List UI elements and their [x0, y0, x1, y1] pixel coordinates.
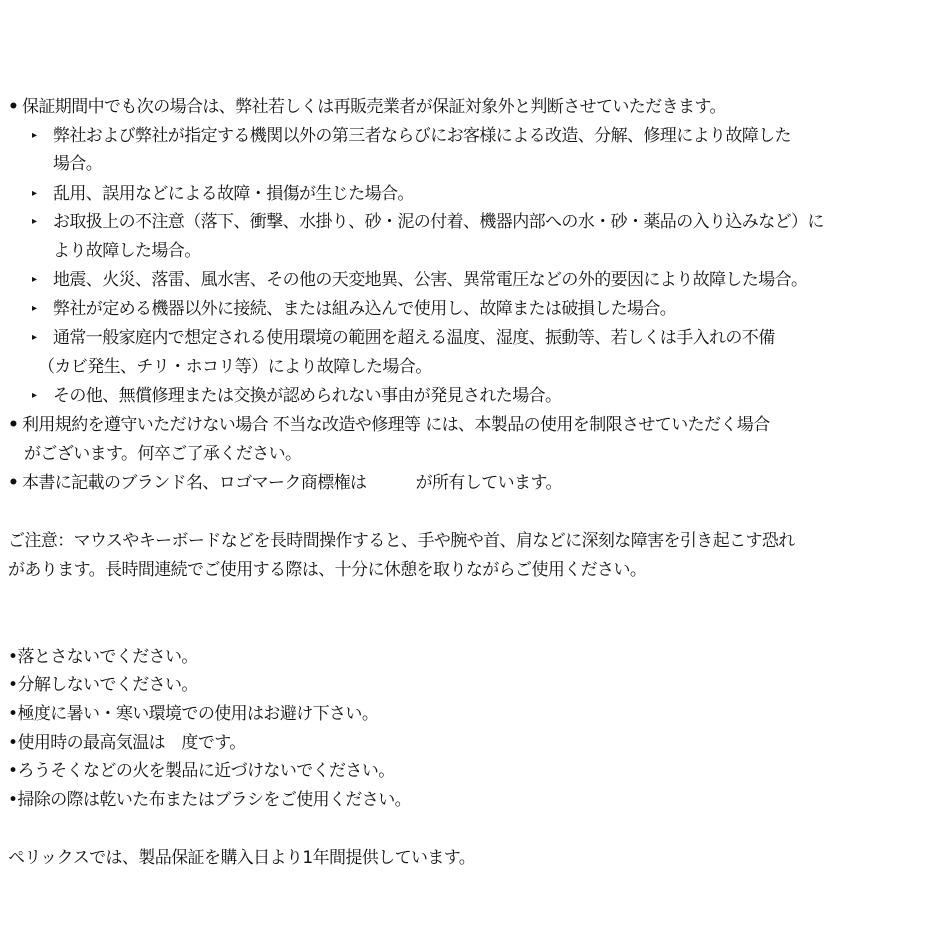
trademark-notice: • 本書に記載のブランド名、ロゴマーク商標権は が所有しています。 [8, 473, 562, 493]
triangle-bullet-icon: ▸ [32, 130, 38, 141]
handling-item: •ろうそくなどの火を製品に近づけないでください。 [8, 761, 395, 781]
handling-item: •極度に暑い・寒い環境での使用はお避け下さい。 [8, 704, 379, 724]
exclusion-item: 弊社が定める機器以外に接続、または組み込んで使用し、故障または破損した場合。 [53, 299, 677, 319]
caution-notice: ご注意：マウスやキーボードなどを長時間操作すると、手や腕や首、肩などに深刻な障害を引き起こす恐れ [8, 531, 795, 551]
caution-notice-continued: があります。長時間連続でご使用する際は、十分に休憩を取りながらご使用ください。 [8, 560, 647, 580]
exclusion-item: 乱用、誤用などによる故障・損傷が生じた場合。 [53, 184, 414, 204]
exclusion-item-continued: より故障した場合。 [53, 241, 201, 261]
terms-notice: • 利用規約を遵守いただけない場合 不当な改造や修理等 には、本製品の使用を制限させていただく場合 [8, 415, 770, 435]
bullet-icon: • [8, 647, 18, 667]
handling-item: •使用時の最高気温は 度です。 [8, 733, 246, 753]
handling-item: •分解しないでください。 [8, 675, 198, 695]
exclusion-item: 通常一般家庭内で想定される使用環境の範囲を超える温度、湿度、振動等、若しくは手入れの不備 [53, 328, 775, 348]
triangle-bullet-icon: ▸ [32, 303, 38, 314]
triangle-bullet-icon: ▸ [32, 390, 38, 401]
terms-notice-continued: がございます。何卒ご了承ください。 [24, 444, 302, 464]
triangle-bullet-icon: ▸ [32, 216, 38, 227]
exclusion-item-continued: （カビ発生、チリ・ホコリ等）により故障した場合。 [38, 357, 432, 377]
bullet-icon: • [8, 473, 19, 493]
exclusion-item: 地震、火災、落雷、風水害、その他の天変地異、公害、異常電圧などの外的要因により故障した場合。 [53, 270, 808, 290]
exclusion-item-continued: 場合。 [53, 154, 103, 174]
triangle-bullet-icon: ▸ [32, 188, 38, 199]
handling-item: •落とさないでください。 [8, 647, 198, 667]
triangle-bullet-icon: ▸ [32, 274, 38, 285]
bullet-icon: • [8, 415, 19, 435]
handling-item: •掃除の際は乾いた布またはブラシをご使用ください。 [8, 790, 412, 810]
exclusion-item: その他、無償修理または交換が認められない事由が発見された場合。 [53, 386, 562, 406]
exclusion-item: 弊社および弊社が指定する機関以外の第三者ならびにお客様による改造、分解、修理により故障した [53, 126, 791, 146]
bullet-icon: • [8, 97, 19, 117]
bullet-icon: • [8, 790, 18, 810]
bullet-icon: • [8, 704, 18, 724]
warranty-intro: • 保証期間中でも次の場合は、弊社若しくは再販売業者が保証対象外と判断させていただきます。 [8, 97, 726, 117]
bullet-icon: • [8, 675, 18, 695]
bullet-icon: • [8, 733, 18, 753]
exclusion-item: お取扱上の不注意（落下、衝撃、水掛り、砂・泥の付着、機器内部への水・砂・薬品の入り込みなど）に [53, 212, 824, 232]
warranty-period-notice: ペリックスでは、製品保証を購入日より1年間提供しています。 [8, 848, 476, 868]
bullet-icon: • [8, 761, 18, 781]
triangle-bullet-icon: ▸ [32, 332, 38, 343]
